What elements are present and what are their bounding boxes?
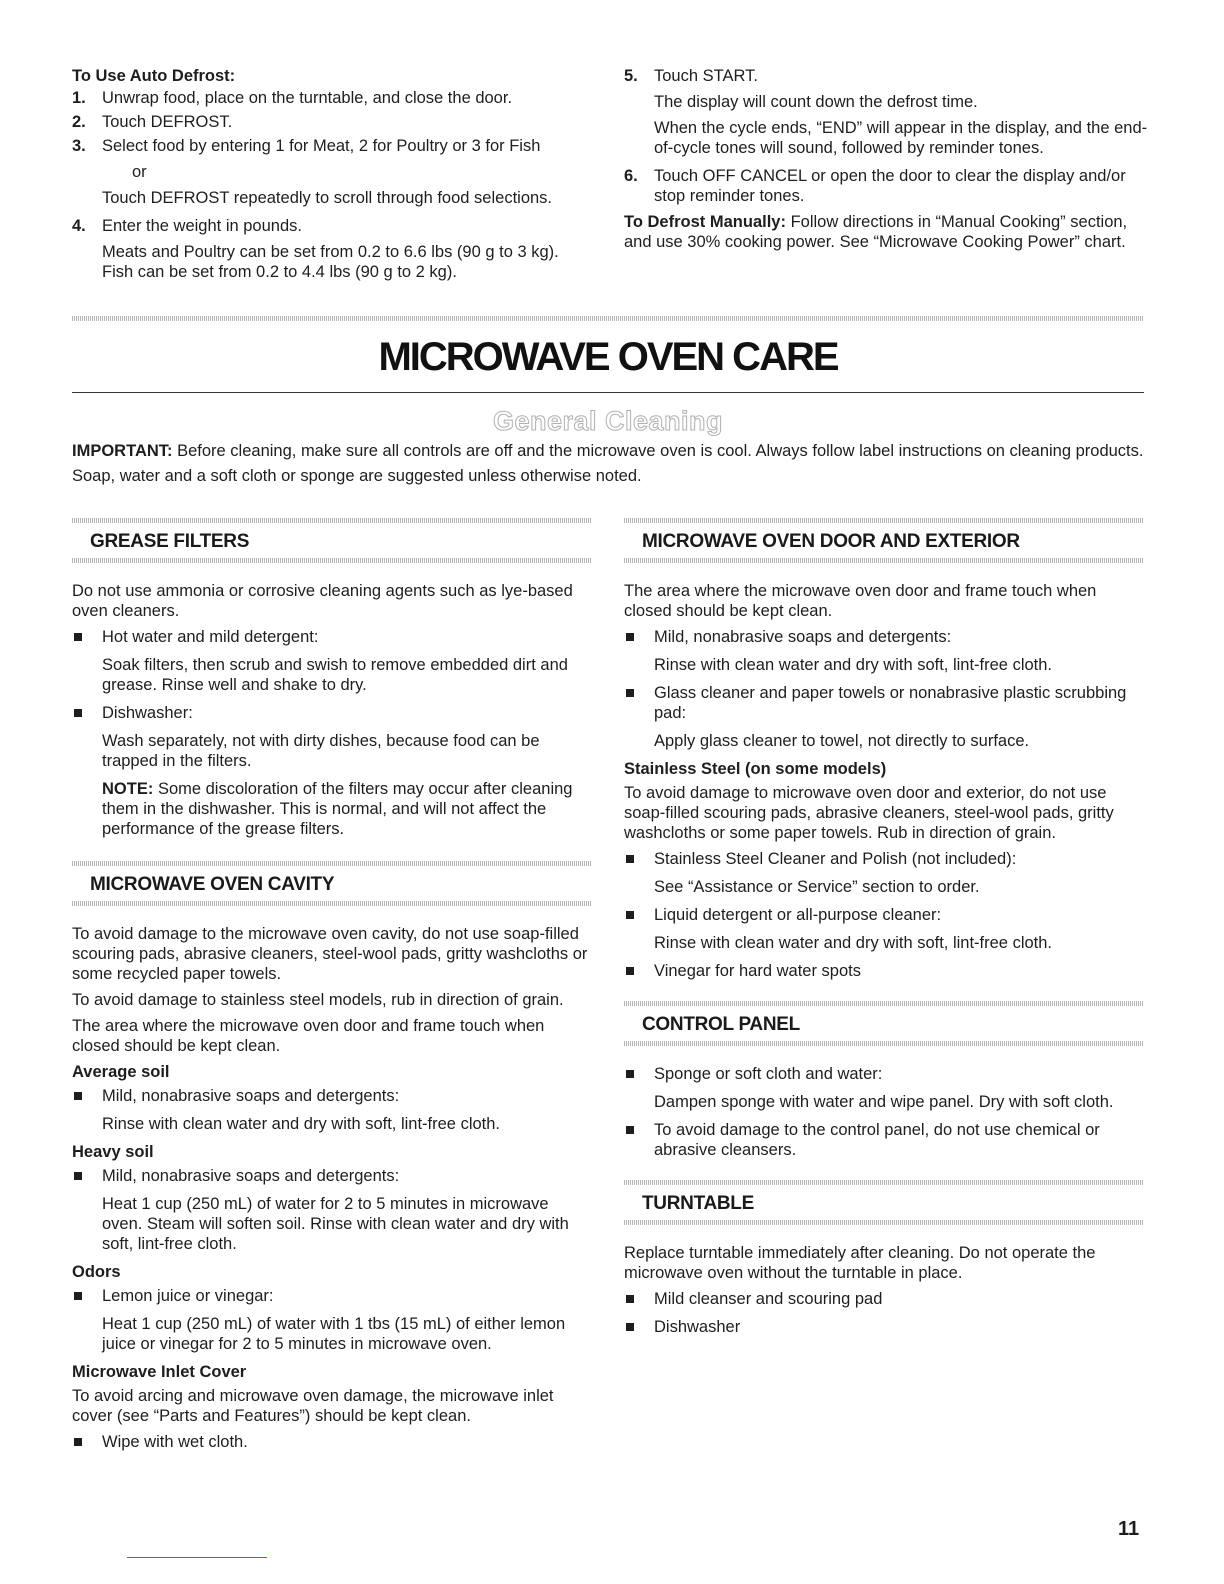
door-exterior-header — [624, 518, 1144, 563]
list-item-detail: Rinse with clean water and dry with soft, lint-free cloth. — [654, 934, 1053, 952]
list-item: Mild cleanser and scouring pad — [624, 1289, 1144, 1309]
control-panel-header — [624, 1001, 1144, 1046]
list-item-detail: See “Assistance or Service” section to order. — [654, 878, 980, 896]
auto-defrost-steps-continued — [624, 66, 1154, 206]
page-number: 11 — [1118, 1518, 1140, 1540]
heavy-soil-heading: Heavy soil — [72, 1143, 154, 1161]
grease-filters-list — [72, 627, 592, 647]
list-item-detail: Wash separately, not with dirty dishes, because food can be trapped in the filters. — [102, 732, 540, 770]
auto-defrost-section — [72, 66, 592, 286]
step-5 — [624, 66, 1154, 158]
odors-list — [72, 1286, 592, 1306]
header-hatch-bottom — [72, 901, 592, 906]
step-text: Unwrap food, place on the turntable, and close the door. — [102, 89, 513, 107]
important-label: IMPORTANT: — [72, 442, 173, 460]
list-item: To avoid damage to the control panel, do not use chemical or abrasive cleansers. — [624, 1120, 1144, 1160]
inlet-cover-list — [72, 1432, 592, 1452]
door-exterior-title: MICROWAVE OVEN DOOR AND EXTERIOR — [642, 531, 1020, 552]
step-3 — [72, 136, 592, 208]
header-hatch-bottom — [624, 1041, 1144, 1046]
inlet-cover-text: To avoid arcing and microwave oven damage, the microwave inlet cover (see “Parts and Features”) should be kept clean. — [72, 1387, 554, 1425]
list-item: Hot water and mild detergent: — [72, 627, 592, 647]
list-item: Stainless Steel Cleaner and Polish (not included): — [624, 849, 1144, 869]
cavity-title: MICROWAVE OVEN CAVITY — [90, 874, 335, 895]
stainless-list — [624, 961, 1144, 981]
control-panel-title: CONTROL PANEL — [642, 1014, 800, 1035]
control-panel-list — [624, 1120, 1144, 1160]
note-text: Some discoloration of the filters may occur after cleaning them in the dishwasher. This is normal, and will not affect the performance of the grease filters. — [102, 780, 573, 838]
stainless-steel-text: To avoid damage to microwave oven door and exterior, do not use soap-filled scouring pads, abrasive cleaners, steel-wool pads, gritty washcloths or some paper towels. Rub in direction of grain. — [624, 784, 1114, 842]
auto-defrost-continued — [624, 66, 1154, 258]
door-list — [624, 627, 1144, 647]
door-text: The area where the microwave oven door and frame touch when closed should be kept clean. — [624, 582, 1097, 620]
list-item: Mild, nonabrasive soaps and detergents: — [72, 1086, 592, 1106]
list-item: Wipe with wet cloth. — [72, 1432, 592, 1452]
grease-filters-list — [72, 703, 592, 723]
list-item-detail: Rinse with clean water and dry with soft, lint-free cloth. — [102, 1115, 501, 1133]
important-text: Before cleaning, make sure all controls are off and the microwave oven is cool. Always follow label instructions on cleaning products. — [177, 442, 1144, 460]
grease-filters-text: Do not use ammonia or corrosive cleaning agents such as lye-based oven cleaners. — [72, 582, 573, 620]
intro-line: Soap, water and a soft cloth or sponge are suggested unless otherwise noted. — [72, 467, 642, 485]
header-hatch-bottom — [624, 558, 1144, 563]
list-item: Glass cleaner and paper towels or nonabrasive plastic scrubbing pad: — [624, 683, 1144, 723]
list-item-detail: Dampen sponge with water and wipe panel. Dry with soft cloth. — [654, 1093, 1114, 1111]
step-text: Enter the weight in pounds. — [102, 217, 302, 235]
step-sub-text: Fish can be set from 0.2 to 4.4 lbs (90 g to 2 kg). — [102, 263, 457, 281]
list-item: Mild, nonabrasive soaps and detergents: — [72, 1166, 592, 1186]
average-soil-heading: Average soil — [72, 1063, 170, 1081]
step-6 — [624, 166, 1154, 206]
auto-defrost-heading: To Use Auto Defrost: — [72, 67, 236, 85]
grease-filters-header — [72, 518, 592, 563]
cavity-text: To avoid damage to the microwave oven cavity, do not use soap-filled scouring pads, abrasive cleaners, steel-wool pads, gritty washcloths or some recycled paper towels. — [72, 925, 588, 983]
step-sub-text: The display will count down the defrost time. — [654, 93, 978, 111]
right-column — [624, 518, 1144, 1345]
control-panel-list — [624, 1064, 1144, 1084]
step-4 — [72, 216, 592, 282]
step-number: 3. — [72, 137, 86, 155]
step-or: or — [132, 163, 147, 181]
cavity-text: The area where the microwave oven door and frame touch when closed should be kept clean. — [72, 1017, 545, 1055]
list-item-detail: Heat 1 cup (250 mL) of water for 2 to 5 minutes in microwave oven. Steam will soften soil. Rinse with clean water and dry with soft, lint-free cloth. — [102, 1195, 569, 1253]
list-item: Lemon juice or vinegar: — [72, 1286, 592, 1306]
turntable-list — [624, 1289, 1144, 1337]
list-item: Dishwasher — [624, 1317, 1144, 1337]
step-number: 1. — [72, 89, 86, 107]
step-number: 4. — [72, 217, 86, 235]
manual-defrost-label: To Defrost Manually: — [624, 213, 786, 231]
odors-heading: Odors — [72, 1263, 121, 1281]
step-text: Select food by entering 1 for Meat, 2 for Poultry or 3 for Fish — [102, 137, 541, 155]
section-divider — [72, 316, 1144, 321]
cavity-header — [72, 861, 592, 906]
list-item: Sponge or soft cloth and water: — [624, 1064, 1144, 1084]
step-alt-text: Touch DEFROST repeatedly to scroll through food selections. — [102, 189, 553, 207]
turntable-header — [624, 1180, 1144, 1225]
section-subtitle: General Cleaning — [492, 406, 724, 436]
stainless-steel-heading: Stainless Steel (on some models) — [624, 760, 887, 778]
intro-text — [72, 441, 1152, 491]
header-hatch-bottom — [72, 558, 592, 563]
list-item-detail: Heat 1 cup (250 mL) of water with 1 tbs (15 mL) of either lemon juice or vinegar for 2 to 5 minutes in microwave oven. — [102, 1315, 566, 1353]
list-item-detail: Rinse with clean water and dry with soft, lint-free cloth. — [654, 656, 1053, 674]
grease-filters-title: GREASE FILTERS — [90, 531, 250, 552]
door-list — [624, 683, 1144, 723]
list-item: Vinegar for hard water spots — [624, 961, 1144, 981]
turntable-text: Replace turntable immediately after cleaning. Do not operate the microwave oven without the turntable in place. — [624, 1244, 1096, 1282]
important-note — [72, 441, 1152, 461]
turntable-title: TURNTABLE — [642, 1193, 754, 1214]
step-number: 5. — [624, 67, 638, 85]
page-title: MICROWAVE OVEN CARE — [378, 335, 838, 379]
auto-defrost-steps — [72, 88, 592, 282]
header-hatch-bottom — [624, 1220, 1144, 1225]
average-soil-list — [72, 1086, 592, 1106]
manual-defrost-text: Follow directions in “Manual Cooking” section, and use 30% cooking power. See “Microwave Cooking Power” chart. — [624, 213, 1128, 251]
step-number: 6. — [624, 167, 638, 185]
grease-filters-note — [72, 779, 592, 839]
manual-defrost — [624, 212, 1154, 252]
inlet-cover-heading: Microwave Inlet Cover — [72, 1363, 247, 1381]
step-1 — [72, 88, 592, 108]
list-item-detail: Apply glass cleaner to towel, not directly to surface. — [654, 732, 1030, 750]
list-item: Liquid detergent or all-purpose cleaner: — [624, 905, 1144, 925]
title-rule — [72, 392, 1144, 393]
step-text: Touch DEFROST. — [102, 113, 233, 131]
step-2 — [72, 112, 592, 132]
bottom-link-line — [127, 1557, 267, 1558]
list-item: Dishwasher: — [72, 703, 592, 723]
step-text: Touch START. — [654, 67, 758, 85]
step-text: Touch OFF CANCEL or open the door to clear the display and/or stop reminder tones. — [654, 167, 1126, 205]
stainless-list — [624, 905, 1144, 925]
heavy-soil-list — [72, 1166, 592, 1186]
step-sub-text: Meats and Poultry can be set from 0.2 to 6.6 lbs (90 g to 3 kg). — [102, 243, 559, 261]
step-number: 2. — [72, 113, 86, 131]
stainless-list — [624, 849, 1144, 869]
step-sub-text: When the cycle ends, “END” will appear in the display, and the end-of-cycle tones will sound, followed by reminder tones. — [654, 119, 1148, 157]
list-item-detail: Soak filters, then scrub and swish to remove embedded dirt and grease. Rinse well and shake to dry. — [102, 656, 568, 694]
list-item: Mild, nonabrasive soaps and detergents: — [624, 627, 1144, 647]
cavity-text: To avoid damage to stainless steel models, rub in direction of grain. — [72, 991, 564, 1009]
left-column — [72, 518, 592, 1460]
note-label: NOTE: — [102, 780, 154, 798]
